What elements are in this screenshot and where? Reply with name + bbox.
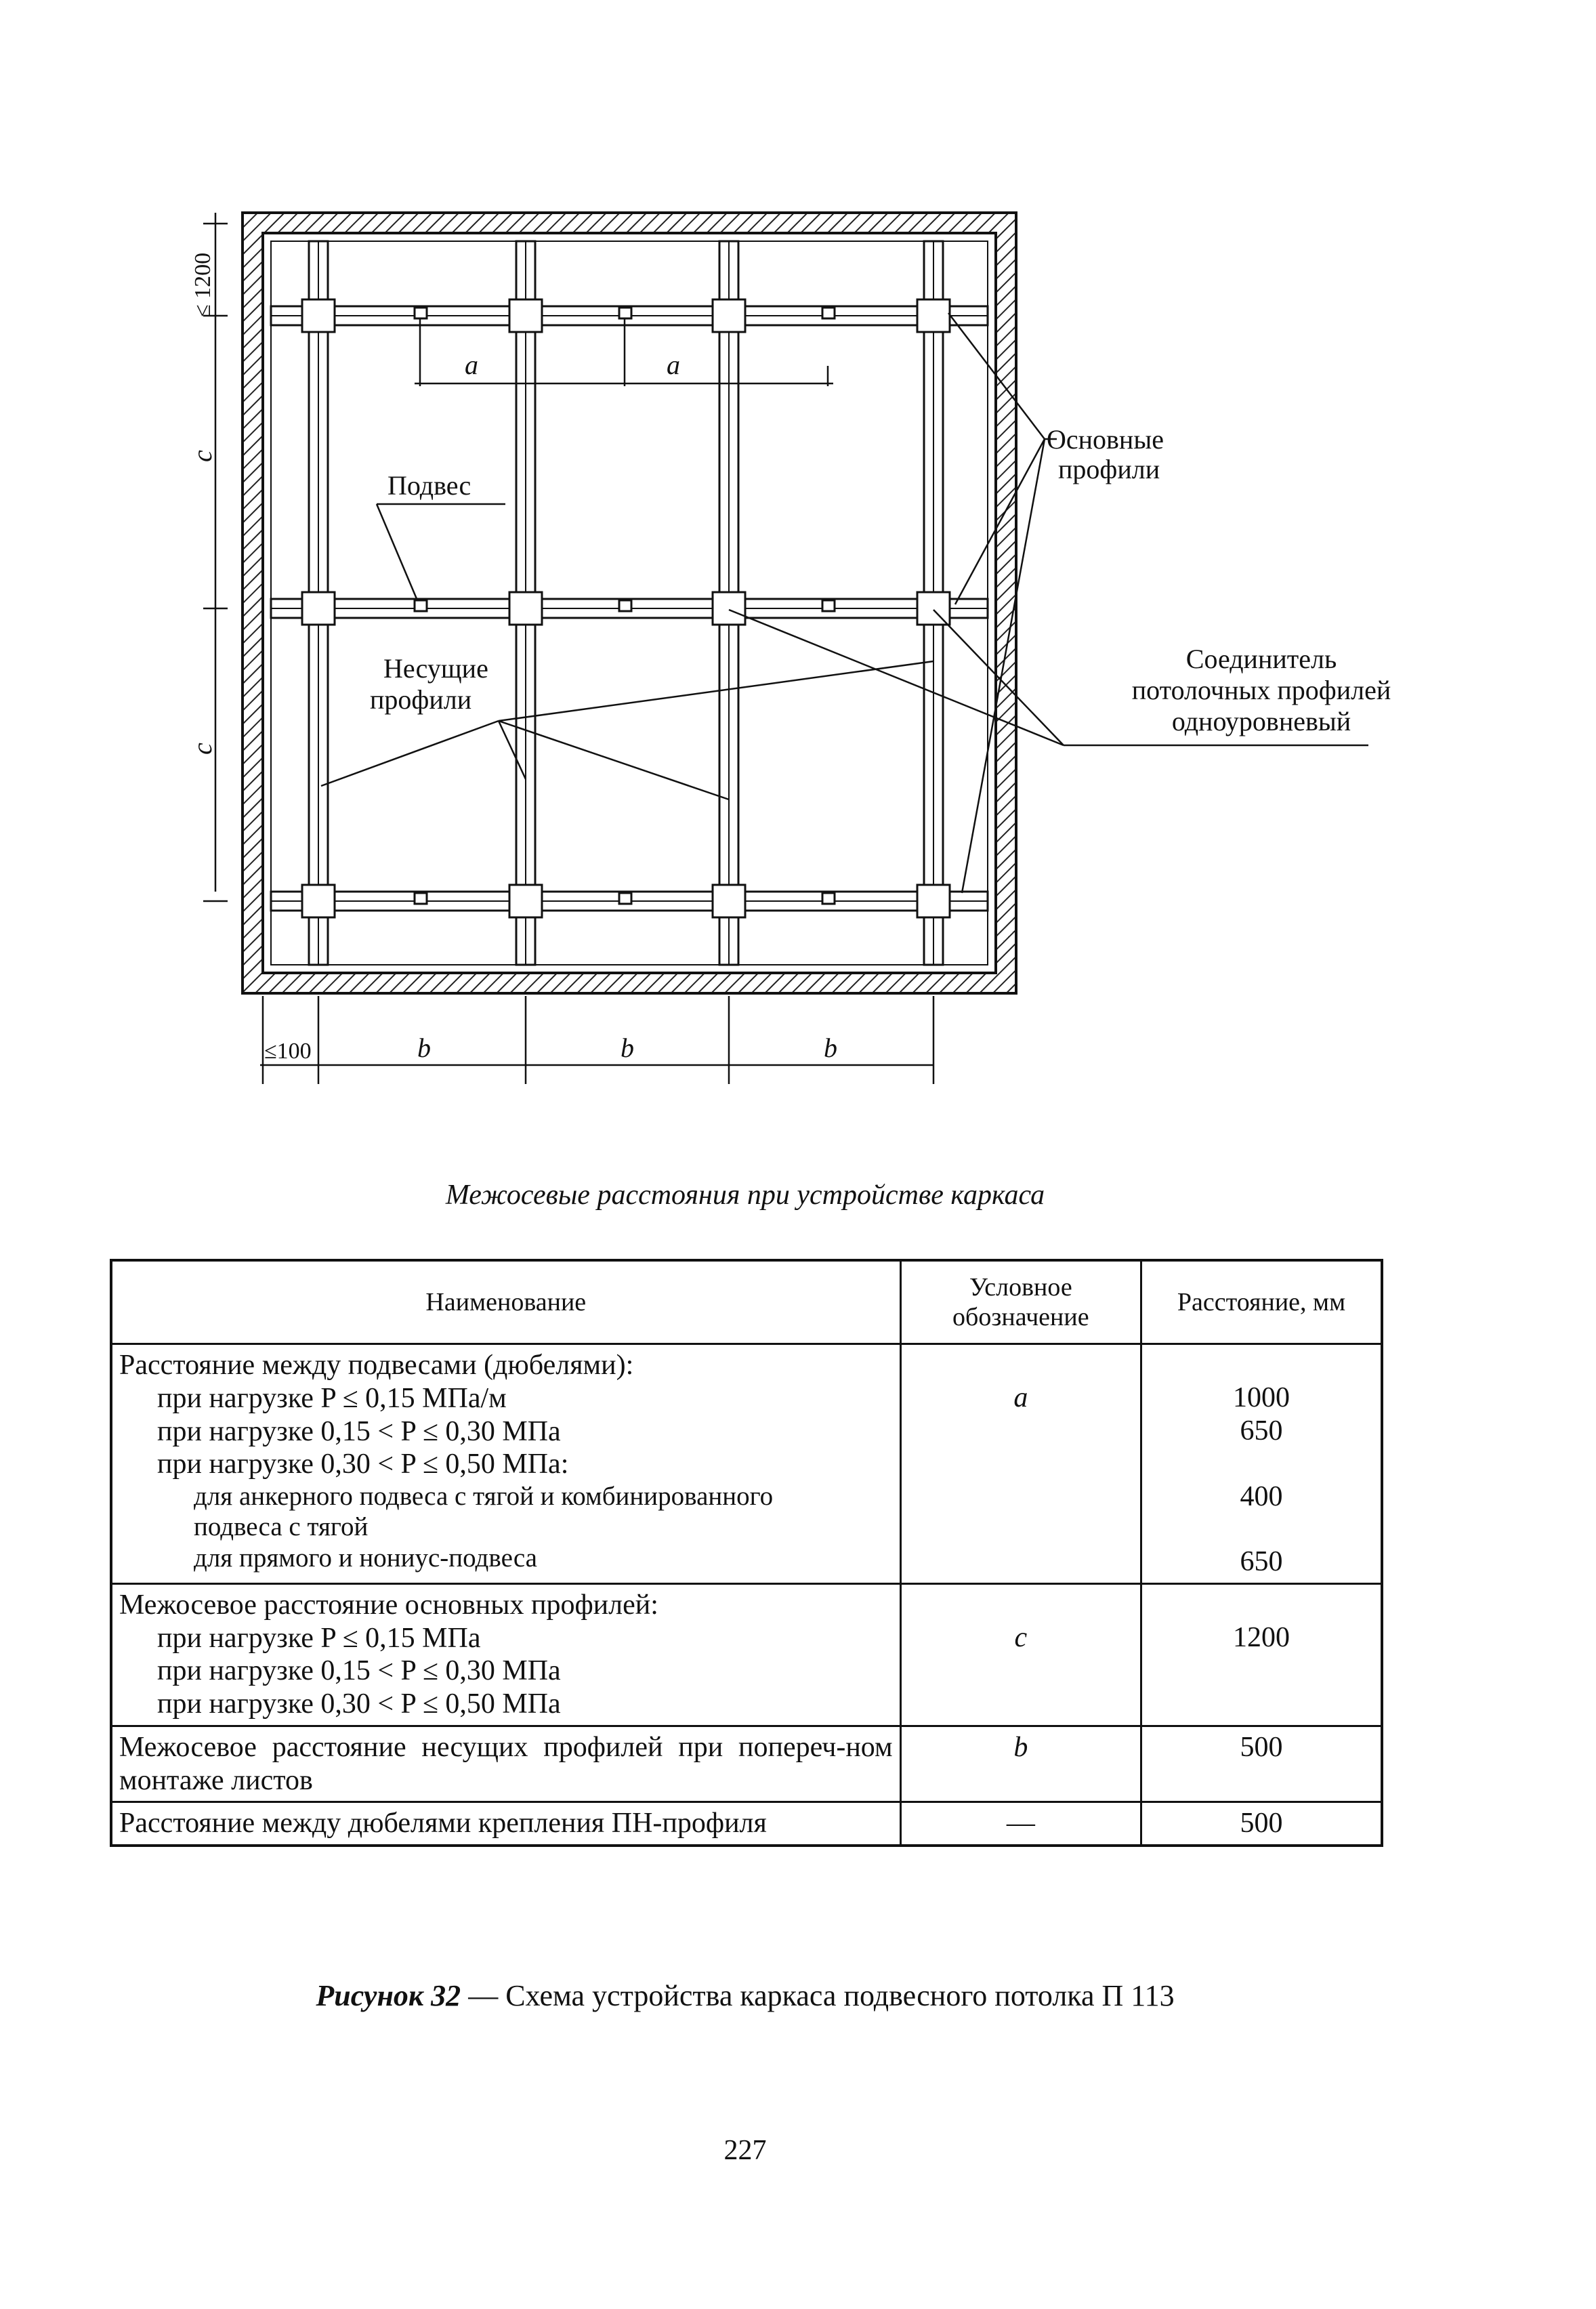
row-title: Межосевое расстояние несущих профилей при попереч-ном монтаже листов	[119, 1731, 893, 1796]
row-name	[111, 1344, 900, 1584]
row-line: для прямого и нониус-подвеса	[194, 1543, 537, 1573]
dim-label-a-2: a	[667, 350, 680, 380]
ceiling-frame-diagram	[0, 0, 1490, 1165]
value: 400	[1240, 1480, 1283, 1512]
dim-label-left-max: ≤100	[264, 1039, 312, 1064]
header-name: Наименование	[111, 1260, 900, 1344]
row-title: Расстояние между подвесами (дюбелями):	[119, 1350, 634, 1381]
row-name	[111, 1726, 900, 1802]
label-hanger: Подвес	[387, 470, 471, 501]
value: 650	[1240, 1546, 1283, 1578]
figure-title: — Схема устройства каркаса подвесного потолка П 113	[461, 1979, 1175, 2012]
label-connector-2: потолочных профилей	[1131, 675, 1391, 705]
dim-label-a-1: a	[465, 350, 478, 380]
table-row	[111, 1584, 1382, 1726]
row-line: при нагрузке 0,30 < P ≤ 0,50 МПа	[157, 1688, 561, 1720]
label-bearing-1: Несущие	[383, 653, 488, 684]
symbol-a: a	[1013, 1382, 1028, 1414]
row-title: Расстояние между дюбелями крепления ПН-профиля	[119, 1808, 767, 1839]
value: 500	[1141, 1802, 1382, 1846]
row-line: при нагрузке 0,30 < P ≤ 0,50 МПа:	[157, 1449, 569, 1480]
label-connector-3: одноуровневый	[1171, 706, 1351, 736]
row-title: Межосевое расстояние основных профилей:	[119, 1589, 658, 1621]
row-line: при нагрузке 0,15 < P ≤ 0,30 МПа	[157, 1415, 561, 1447]
row-name	[111, 1584, 900, 1726]
row-line: для анкерного подвеса с тягой и комбинированного	[194, 1482, 774, 1512]
label-main-profiles-2: профили	[1058, 454, 1160, 484]
table-caption: Межосевые расстояния при устройстве каркаса	[445, 1180, 1045, 1211]
value: 1200	[1233, 1622, 1290, 1654]
row-line: при нагрузке P ≤ 0,15 МПа	[157, 1622, 481, 1654]
dim-label-c-1: c	[187, 450, 217, 462]
dim-label-b-2: b	[621, 1033, 634, 1063]
dim-label-b-3: b	[824, 1033, 837, 1063]
dim-label-top-max: ≤ 1200	[190, 252, 215, 317]
row-line: при нагрузке P ≤ 0,15 МПа/м	[157, 1382, 507, 1414]
row-line: подвеса с тягой	[194, 1512, 369, 1542]
row-symbol	[900, 1584, 1141, 1726]
value: 500	[1141, 1726, 1382, 1802]
dim-label-c-2: c	[187, 743, 217, 755]
label-bearing-2: профили	[370, 684, 472, 715]
figure-label: Рисунок 32	[316, 1979, 461, 2012]
row-symbol	[900, 1344, 1141, 1584]
row-line: при нагрузке 0,15 < P ≤ 0,30 МПа	[157, 1655, 561, 1687]
row-values	[1141, 1584, 1382, 1726]
dim-label-b-1: b	[417, 1033, 431, 1063]
symbol-dash: —	[900, 1802, 1141, 1846]
table-row	[111, 1726, 1382, 1802]
label-connector-1: Соединитель	[1185, 644, 1337, 674]
symbol-b: b	[900, 1726, 1141, 1802]
figure-caption	[0, 1978, 1490, 2013]
row-values	[1141, 1344, 1382, 1584]
table-header-row	[111, 1260, 1382, 1344]
spacing-table	[110, 1259, 1383, 1847]
header-symbol: Условное обозначение	[900, 1260, 1141, 1344]
row-name	[111, 1802, 900, 1846]
symbol-c: c	[1014, 1622, 1028, 1654]
page-number: 227	[723, 2135, 767, 2166]
table-row	[111, 1344, 1382, 1584]
table-row	[111, 1802, 1382, 1846]
value: 650	[1240, 1415, 1283, 1447]
value: 1000	[1233, 1382, 1290, 1414]
label-main-profiles-1: Основные	[1047, 424, 1164, 455]
header-distance: Расстояние, мм	[1141, 1260, 1382, 1344]
